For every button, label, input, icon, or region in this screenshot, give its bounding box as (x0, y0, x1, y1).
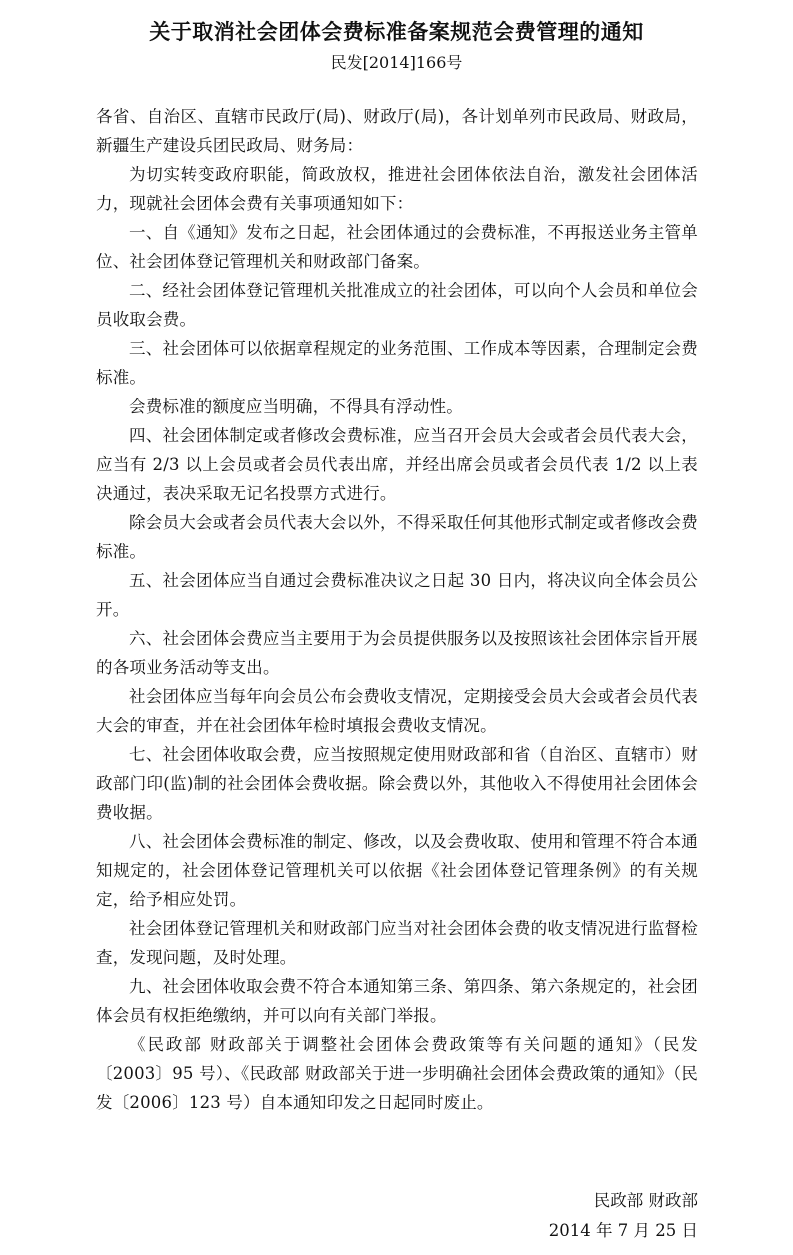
paragraph-clause-9: 九、社会团体收取会费不符合本通知第三条、第四条、第六条规定的，社会团体会员有权拒绝缴纳，并可以向有关部门举报。 (96, 977, 698, 1025)
paragraph-intro: 为切实转变政府职能，简政放权，推进社会团体依法自治，激发社会团体活力，现就社会团体会费有关事项通知如下： (96, 165, 698, 213)
signature-date: 2014 年 7 月 25 日 (548, 1221, 698, 1240)
signature-block (549, 1186, 698, 1246)
paragraph-clause-8: 八、社会团体会费标准的制定、修改，以及会费收取、使用和管理不符合本通知规定的，社会团体登记管理机关可以依据《社会团体登记管理条例》的有关规定，给予相应处罚。 (96, 832, 698, 909)
paragraph-clause-1: 一、自《通知》发布之日起，社会团体通过的会费标准，不再报送业务主管单位、社会团体登记管理机关和财政部门备案。 (96, 223, 698, 271)
paragraph-clause-3: 三、社会团体可以依据章程规定的业务范围、工作成本等因素，合理制定会费标准。 (96, 339, 698, 387)
paragraph-clause-4-note: 除会员大会或者会员代表大会以外，不得采取任何其他形式制定或者修改会费标准。 (96, 513, 698, 561)
paragraph-clause-6-note: 社会团体应当每年向会员公布会费收支情况，定期接受会员大会或者会员代表大会的审查，并在社会团体年检时填报会费收支情况。 (96, 687, 698, 735)
signature-issuers: 民政部 财政部 (593, 1191, 698, 1210)
paragraph-clause-7: 七、社会团体收取会费，应当按照规定使用财政部和省（自治区、直辖市）财政部门印(监)制的社会团体会费收据。除会费以外，其他收入不得使用社会团体会费收据。 (96, 745, 698, 822)
document-title: 关于取消社会团体会费标准备案规范会费管理的通知 (149, 20, 644, 44)
salutation: 各省、自治区、直辖市民政厅(局)、财政厅(局)，各计划单列市民政局、财政局，新疆生产建设兵团民政局、财务局： (96, 107, 698, 155)
document-body (96, 102, 698, 1117)
paragraph-clause-4: 四、社会团体制定或者修改会费标准，应当召开会员大会或者会员代表大会，应当有 2/3 以上会员或者会员代表出席，并经出席会员或者会员代表 1/2 以上表决通过，表决采取无记名投票方式进行。 (96, 426, 698, 503)
paragraph-clause-6: 六、社会团体会费应当主要用于为会员提供服务以及按照该社会团体宗旨开展的各项业务活动等支出。 (96, 629, 698, 677)
paragraph-clause-5: 五、社会团体应当自通过会费标准决议之日起 30 日内，将决议向全体会员公开。 (96, 571, 698, 619)
paragraph-clause-3-note: 会费标准的额度应当明确，不得具有浮动性。 (129, 397, 463, 416)
paragraph-clause-8-note: 社会团体登记管理机关和财政部门应当对社会团体会费的收支情况进行监督检查，发现问题，及时处理。 (96, 919, 698, 967)
paragraph-repeal: 《民政部 财政部关于调整社会团体会费政策等有关问题的通知》（民发〔2003〕95 号）、《民政部 财政部关于进一步明确社会团体会费政策的通知》（民发〔2006〕123 号）自本通知印发之日起同时废止。 (96, 1035, 698, 1112)
document-number: 民发[2014]166号 (330, 53, 463, 72)
paragraph-clause-2: 二、经社会团体登记管理机关批准成立的社会团体，可以向个人会员和单位会员收取会费。 (96, 281, 698, 329)
